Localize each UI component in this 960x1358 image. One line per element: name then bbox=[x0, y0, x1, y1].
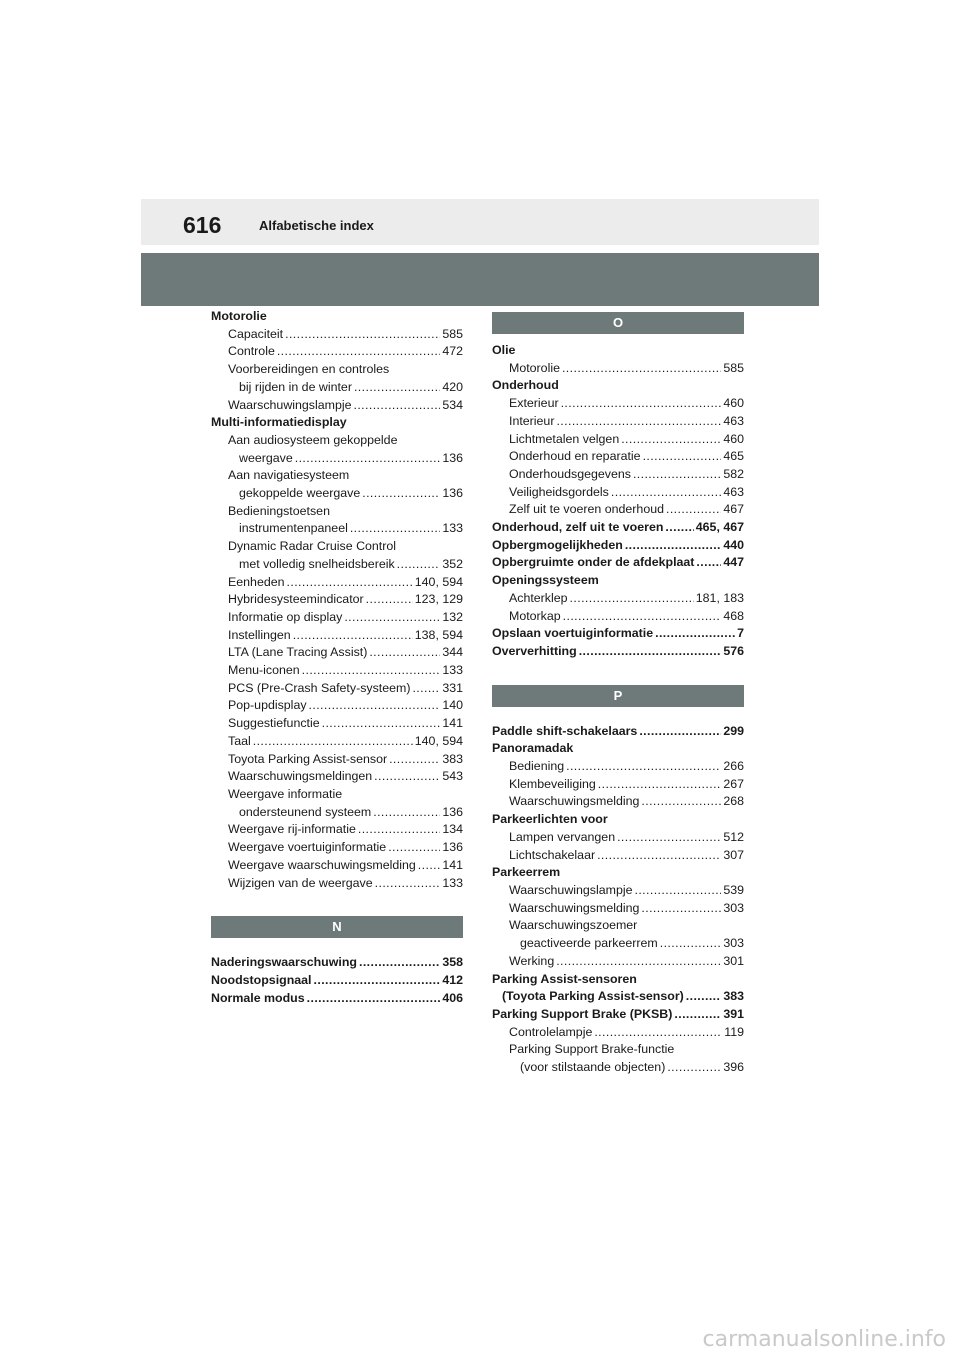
dot-leader bbox=[374, 768, 440, 786]
dot-leader bbox=[388, 839, 440, 857]
entry-page: 467 bbox=[723, 502, 744, 517]
index-entry bbox=[211, 839, 463, 857]
index-entry bbox=[211, 804, 463, 822]
index-entry bbox=[211, 503, 463, 521]
entry-text: Parking Support Brake (PKSB) bbox=[492, 1006, 673, 1021]
entry-text: Zelf uit te voeren onderhoud bbox=[509, 502, 664, 517]
index-entry bbox=[492, 643, 744, 661]
dot-leader bbox=[665, 519, 693, 537]
index-entry bbox=[492, 377, 744, 395]
index-entry bbox=[211, 556, 463, 574]
entry-text: Waarschuwingsmelding bbox=[509, 794, 640, 809]
index-entry bbox=[492, 360, 744, 378]
index-entry bbox=[211, 768, 463, 786]
entry-page: 512 bbox=[723, 829, 744, 844]
dot-leader bbox=[314, 972, 441, 990]
entry-text: Opbergruimte onder de afdekplaat bbox=[492, 555, 695, 570]
index-entry bbox=[211, 821, 463, 839]
index-entry bbox=[211, 326, 463, 344]
entry-text: Openingssysteem bbox=[492, 573, 599, 588]
entry-page: 463 bbox=[723, 413, 744, 428]
entry-page: 396 bbox=[723, 1060, 744, 1075]
dot-leader bbox=[397, 556, 441, 574]
entry-text: Waarschuwingslampje bbox=[509, 882, 633, 897]
dot-leader bbox=[562, 360, 721, 378]
entry-page: 119 bbox=[724, 1024, 744, 1039]
entry-text: Onderhoudsgegevens bbox=[509, 466, 631, 481]
header-bar bbox=[141, 199, 819, 245]
entry-text: Taal bbox=[228, 733, 251, 748]
dot-leader bbox=[643, 448, 722, 466]
index-entry bbox=[492, 723, 744, 741]
entry-page: 136 bbox=[442, 804, 463, 819]
index-entry bbox=[211, 954, 463, 972]
index-entry bbox=[211, 680, 463, 698]
entry-page: 391 bbox=[723, 1006, 744, 1021]
dot-leader bbox=[375, 875, 441, 893]
index-entry bbox=[492, 988, 744, 1006]
index-entry bbox=[211, 972, 463, 990]
dot-leader bbox=[666, 501, 721, 519]
index-entry bbox=[211, 414, 463, 432]
dot-leader bbox=[253, 733, 413, 751]
entry-text: Opbergmogelijkheden bbox=[492, 537, 623, 552]
entry-text: LTA (Lane Tracing Assist) bbox=[228, 645, 368, 660]
entry-page: 141 bbox=[442, 716, 463, 731]
entry-text: Dynamic Radar Cruise Control bbox=[228, 539, 397, 554]
dot-leader bbox=[641, 793, 721, 811]
index-entry bbox=[492, 953, 744, 971]
dot-leader bbox=[594, 1024, 722, 1042]
entry-text: Toyota Parking Assist-sensor bbox=[228, 751, 388, 766]
entry-text: gekoppelde weergave bbox=[239, 486, 361, 501]
entry-page: 307 bbox=[723, 847, 744, 862]
index-entry bbox=[211, 379, 463, 397]
index-entry bbox=[492, 590, 744, 608]
entry-page: 7 bbox=[737, 626, 744, 641]
entry-page: 412 bbox=[442, 972, 463, 987]
dot-leader bbox=[655, 625, 735, 643]
entry-text: weergave bbox=[239, 450, 293, 465]
entry-text: Parkeerlichten voor bbox=[492, 812, 608, 827]
index-entry bbox=[492, 554, 744, 572]
index-entry bbox=[492, 413, 744, 431]
index-entry bbox=[211, 308, 463, 326]
dot-leader bbox=[322, 715, 441, 733]
watermark: carmanualsonline.info bbox=[702, 1327, 946, 1352]
dot-leader bbox=[354, 379, 440, 397]
index-list-p bbox=[492, 723, 744, 1077]
index-entry bbox=[211, 786, 463, 804]
index-entry bbox=[492, 625, 744, 643]
index-entry bbox=[211, 990, 463, 1008]
entry-text: instrumentenpaneel bbox=[239, 521, 348, 536]
entry-text: Aan navigatiesysteem bbox=[228, 468, 350, 483]
entry-text: Waarschuwingszoemer bbox=[509, 918, 638, 933]
entry-page: 138, 594 bbox=[414, 627, 463, 642]
entry-page: 383 bbox=[723, 989, 744, 1004]
index-entry bbox=[492, 793, 744, 811]
entry-page: 134 bbox=[442, 822, 463, 837]
entry-page: 181, 183 bbox=[695, 590, 744, 605]
index-entry bbox=[492, 917, 744, 935]
entry-page: 331 bbox=[442, 680, 463, 695]
entry-text: geactiveerde parkeerrem bbox=[520, 936, 658, 951]
dot-leader bbox=[307, 990, 441, 1008]
left-column bbox=[211, 308, 463, 1007]
dot-leader bbox=[570, 590, 694, 608]
entry-page: 585 bbox=[442, 326, 463, 341]
entry-text: Onderhoud bbox=[492, 378, 559, 393]
index-entry bbox=[211, 450, 463, 468]
entry-text: Opslaan voertuiginformatie bbox=[492, 626, 654, 641]
entry-page: 266 bbox=[723, 759, 744, 774]
index-entry bbox=[211, 361, 463, 379]
index-list-o bbox=[492, 342, 744, 661]
index-entry bbox=[492, 431, 744, 449]
index-entry bbox=[492, 466, 744, 484]
entry-text: Weergave rij-informatie bbox=[228, 822, 356, 837]
entry-text: Normale modus bbox=[211, 990, 305, 1005]
entry-text: met volledig snelheidsbereik bbox=[239, 556, 395, 571]
entry-text: ondersteunend systeem bbox=[239, 804, 372, 819]
dot-leader bbox=[696, 554, 721, 572]
dot-leader bbox=[358, 821, 440, 839]
index-entry bbox=[211, 485, 463, 503]
dot-leader bbox=[597, 847, 721, 865]
entry-page: 133 bbox=[442, 875, 463, 890]
entry-text: Motorolie bbox=[509, 360, 560, 375]
index-entry bbox=[492, 484, 744, 502]
dot-leader bbox=[389, 751, 440, 769]
index-entry bbox=[492, 864, 744, 882]
index-entry bbox=[211, 609, 463, 627]
entry-text: Informatie op display bbox=[228, 609, 343, 624]
entry-page: 358 bbox=[442, 955, 463, 970]
dot-leader bbox=[625, 537, 722, 555]
entry-text: Menu-iconen bbox=[228, 663, 300, 678]
entry-page: 123, 129 bbox=[414, 592, 463, 607]
dot-leader bbox=[641, 900, 721, 918]
entry-page: 299 bbox=[723, 723, 744, 738]
dot-leader bbox=[563, 608, 722, 626]
dot-leader bbox=[369, 644, 440, 662]
index-entry bbox=[492, 572, 744, 590]
entry-page: 267 bbox=[723, 776, 744, 791]
entry-text: Lichtmetalen velgen bbox=[509, 431, 620, 446]
letter-bar-p: P bbox=[492, 685, 744, 707]
entry-text: Waarschuwingslampje bbox=[228, 397, 352, 412]
entry-text: Bediening bbox=[509, 759, 565, 774]
dot-leader bbox=[561, 395, 722, 413]
entry-page: 539 bbox=[723, 882, 744, 897]
index-entry bbox=[492, 1041, 744, 1059]
index-entry bbox=[492, 811, 744, 829]
entry-page: 352 bbox=[442, 556, 463, 571]
entry-text: Achterklep bbox=[509, 590, 568, 605]
entry-text: Controlelampje bbox=[509, 1024, 593, 1039]
entry-page: 465 bbox=[723, 449, 744, 464]
entry-text: Olie bbox=[492, 343, 516, 357]
dot-leader bbox=[293, 627, 413, 645]
index-list-n bbox=[211, 954, 463, 1007]
entry-text: Multi-informatiedisplay bbox=[211, 415, 347, 430]
index-entry bbox=[492, 971, 744, 989]
letter-bar-o: O bbox=[492, 312, 744, 334]
entry-text: Lampen vervangen bbox=[509, 829, 616, 844]
index-entry bbox=[211, 397, 463, 415]
entry-text: Oververhitting bbox=[492, 643, 577, 658]
entry-page: 136 bbox=[442, 840, 463, 855]
dot-leader bbox=[667, 1059, 721, 1077]
dot-leader bbox=[633, 466, 721, 484]
dot-leader bbox=[359, 954, 440, 972]
index-entry bbox=[492, 740, 744, 758]
letter-bar-n: N bbox=[211, 916, 463, 938]
dot-leader bbox=[302, 662, 441, 680]
dot-leader bbox=[344, 609, 440, 627]
entry-page: 268 bbox=[723, 794, 744, 809]
index-entry bbox=[211, 857, 463, 875]
index-entry bbox=[492, 1006, 744, 1024]
entry-text: PCS (Pre-Crash Safety-systeem) bbox=[228, 680, 411, 695]
header-band bbox=[141, 253, 819, 306]
entry-text: bij rijden in de winter bbox=[239, 379, 352, 394]
dot-leader bbox=[598, 776, 722, 794]
dot-leader bbox=[579, 643, 722, 661]
dot-leader bbox=[556, 953, 721, 971]
dot-leader bbox=[285, 326, 440, 344]
dot-leader bbox=[350, 520, 440, 538]
entry-text: Capaciteit bbox=[228, 326, 284, 341]
index-entry bbox=[492, 758, 744, 776]
index-entry bbox=[211, 662, 463, 680]
entry-text: Parking Assist-sensoren bbox=[492, 971, 637, 986]
dot-leader bbox=[686, 988, 722, 1006]
dot-leader bbox=[611, 484, 721, 502]
entry-page: 133 bbox=[442, 521, 463, 536]
index-entry bbox=[211, 627, 463, 645]
entry-text: Pop-updisplay bbox=[228, 698, 307, 713]
index-entry bbox=[492, 519, 744, 537]
entry-page: 303 bbox=[723, 900, 744, 915]
entry-page: 440 bbox=[723, 537, 744, 552]
entry-text: Onderhoud en reparatie bbox=[509, 449, 641, 464]
entry-text: Panoramadak bbox=[492, 741, 574, 756]
index-entry bbox=[492, 395, 744, 413]
entry-text: (Toyota Parking Assist-sensor) bbox=[502, 989, 684, 1004]
entry-page: 303 bbox=[723, 936, 744, 951]
index-entry bbox=[492, 608, 744, 626]
dot-leader bbox=[295, 450, 441, 468]
dot-leader bbox=[277, 343, 440, 361]
entry-text: Hybridesysteemindicator bbox=[228, 592, 364, 607]
index-entry bbox=[492, 935, 744, 953]
entry-text: Waarschuwingsmeldingen bbox=[228, 769, 373, 784]
entry-page: 383 bbox=[442, 751, 463, 766]
entry-text: Weergave voertuiginformatie bbox=[228, 840, 387, 855]
dot-leader bbox=[556, 413, 721, 431]
entry-page: 140 bbox=[442, 698, 463, 713]
dot-leader bbox=[674, 1006, 721, 1024]
entry-page: 344 bbox=[442, 645, 463, 660]
dot-leader bbox=[639, 723, 721, 741]
entry-page: 582 bbox=[723, 466, 744, 481]
entry-page: 136 bbox=[442, 450, 463, 465]
index-entry bbox=[492, 537, 744, 555]
entry-text: Wijzigen van de weergave bbox=[228, 875, 373, 890]
entry-page: 133 bbox=[442, 663, 463, 678]
index-entry bbox=[492, 900, 744, 918]
entry-text: Veiligheidsgordels bbox=[509, 484, 609, 499]
index-entry bbox=[211, 432, 463, 450]
index-entry bbox=[211, 644, 463, 662]
index-entry bbox=[211, 343, 463, 361]
index-entry bbox=[492, 829, 744, 847]
entry-text: Parkeerrem bbox=[492, 865, 561, 880]
entry-page: 132 bbox=[442, 609, 463, 624]
entry-text: Eenheden bbox=[228, 574, 285, 589]
index-entry bbox=[211, 520, 463, 538]
entry-page: 141 bbox=[442, 857, 463, 872]
entry-text: Interieur bbox=[509, 413, 555, 428]
dot-leader bbox=[660, 935, 722, 953]
entry-page: 585 bbox=[723, 360, 744, 375]
entry-page: 463 bbox=[723, 484, 744, 499]
entry-page: 460 bbox=[723, 396, 744, 411]
entry-text: Werking bbox=[509, 953, 555, 968]
index-entry bbox=[492, 882, 744, 900]
dot-leader bbox=[309, 697, 441, 715]
entry-text: Exterieur bbox=[509, 396, 559, 411]
section-title: Alfabetische index bbox=[259, 218, 374, 233]
index-entry bbox=[211, 538, 463, 556]
entry-text: Controle bbox=[228, 344, 275, 359]
index-entry bbox=[211, 467, 463, 485]
index-entry bbox=[492, 1059, 744, 1077]
entry-text: Paddle shift-schakelaars bbox=[492, 723, 638, 738]
entry-text: Bedieningstoetsen bbox=[228, 503, 330, 518]
entry-text: Noodstopsignaal bbox=[211, 972, 312, 987]
entry-text: Naderingswaarschuwing bbox=[211, 955, 357, 970]
dot-leader bbox=[617, 829, 721, 847]
right-column bbox=[492, 312, 744, 1077]
entry-text: (voor stilstaande objecten) bbox=[520, 1060, 666, 1075]
entry-page: 468 bbox=[723, 608, 744, 623]
dot-leader bbox=[354, 397, 441, 415]
entry-page: 140, 594 bbox=[414, 574, 463, 589]
entry-text: Weergave informatie bbox=[228, 786, 343, 801]
entry-text: Weergave waarschuwingsmelding bbox=[228, 857, 416, 872]
dot-leader bbox=[373, 804, 440, 822]
index-entry bbox=[492, 342, 744, 360]
page-number: 616 bbox=[183, 212, 222, 238]
dot-leader bbox=[287, 574, 413, 592]
index-entry bbox=[492, 776, 744, 794]
entry-page: 406 bbox=[442, 990, 463, 1005]
entry-text: Instellingen bbox=[228, 627, 291, 642]
index-entry bbox=[211, 733, 463, 751]
entry-page: 420 bbox=[442, 379, 463, 394]
entry-text: Lichtschakelaar bbox=[509, 847, 596, 862]
entry-text: Suggestiefunctie bbox=[228, 716, 320, 731]
index-entry bbox=[492, 501, 744, 519]
entry-page: 472 bbox=[442, 344, 463, 359]
entry-page: 447 bbox=[723, 555, 744, 570]
index-entry bbox=[492, 448, 744, 466]
dot-leader bbox=[635, 882, 722, 900]
entry-page: 465, 467 bbox=[695, 520, 744, 535]
entry-text: Motorkap bbox=[509, 608, 561, 623]
entry-text: Onderhoud, zelf uit te voeren bbox=[492, 520, 664, 535]
entry-page: 136 bbox=[442, 486, 463, 501]
entry-page: 576 bbox=[723, 643, 744, 658]
entry-page: 301 bbox=[723, 953, 744, 968]
entry-text: Voorbereidingen en controles bbox=[228, 362, 390, 377]
entry-text: Motorolie bbox=[211, 309, 267, 323]
dot-leader bbox=[412, 680, 440, 698]
dot-leader bbox=[418, 857, 441, 875]
index-entry bbox=[211, 715, 463, 733]
index-entry bbox=[492, 847, 744, 865]
dot-leader bbox=[366, 591, 413, 609]
entry-page: 460 bbox=[723, 431, 744, 446]
dot-leader bbox=[566, 758, 721, 776]
dot-leader bbox=[621, 431, 721, 449]
entry-text: Parking Support Brake-functie bbox=[509, 1042, 675, 1057]
index-entry bbox=[211, 591, 463, 609]
entry-page: 543 bbox=[442, 769, 463, 784]
index-entry bbox=[211, 875, 463, 893]
index-entry bbox=[211, 751, 463, 769]
index-entry bbox=[211, 697, 463, 715]
index-entry bbox=[211, 574, 463, 592]
index-list-m bbox=[211, 308, 463, 892]
entry-page: 534 bbox=[442, 397, 463, 412]
entry-text: Waarschuwingsmelding bbox=[509, 900, 640, 915]
entry-text: Aan audiosysteem gekoppelde bbox=[228, 432, 398, 447]
entry-text: Klembeveiliging bbox=[509, 776, 596, 791]
entry-page: 140, 594 bbox=[414, 733, 463, 748]
dot-leader bbox=[362, 485, 440, 503]
index-entry bbox=[492, 1024, 744, 1042]
